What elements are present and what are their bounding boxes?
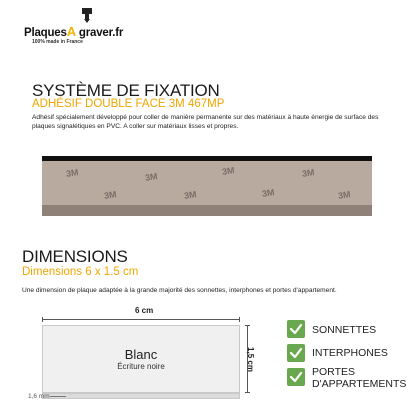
dimensions-subtitle: Dimensions 6 x 1.5 cm — [22, 266, 139, 278]
tape-brand-3: 3M — [221, 165, 236, 177]
plate-subtitle: Écriture noire — [117, 362, 165, 371]
thickness-label: 1,6 mm — [28, 393, 50, 400]
check-icon — [287, 344, 305, 362]
tape-brand-7: 3M — [261, 187, 276, 199]
height-tick-top — [245, 325, 250, 326]
width-dimension-line — [42, 319, 240, 320]
tape-brand-5: 3M — [103, 189, 118, 201]
feature-portes-line1: PORTES — [312, 366, 355, 378]
tape-brand-4: 3M — [301, 167, 316, 179]
width-label: 6 cm — [135, 306, 154, 315]
dimensions-title: DIMENSIONS — [22, 247, 128, 266]
fixation-title: SYSTÈME DE FIXATION — [32, 81, 220, 100]
tape-brand-6: 3M — [183, 189, 198, 201]
check-icon — [287, 368, 305, 386]
feature-portes-line2: D'APPARTEMENTS — [312, 378, 407, 390]
tape-edge — [42, 156, 372, 161]
feature-sonnettes: SONNETTES — [312, 324, 377, 336]
thickness-line — [50, 396, 66, 397]
tape-shade — [42, 205, 372, 216]
tape-brand-2: 3M — [144, 171, 159, 183]
check-icon — [287, 320, 305, 338]
tape-brand-1: 3M — [65, 167, 80, 179]
feature-portes — [312, 366, 406, 390]
tape-brand-8: 3M — [337, 189, 352, 201]
plate-title: Blanc — [124, 347, 158, 362]
logo-tagline: 100% made in France — [32, 39, 83, 45]
height-label: 1,5 cm — [245, 347, 255, 372]
plate-side — [42, 393, 240, 399]
dimensions-description: Une dimension de plaque adaptée à la grande majorité des sonnettes, interphones et portes d'appartement. — [22, 287, 337, 294]
fixation-subtitle: ADHÉSIF DOUBLE FACE 3M 467MP — [32, 98, 225, 110]
fixation-description: Adhésif spécialement développé pour coller de manière permanente sur des matériaux à haute énergie de surface des plaques signalétiques en PVC. A coller sur matériaux lisses et propres. — [32, 114, 379, 130]
logo-text: PlaquesA graver.fr — [24, 24, 124, 39]
width-tick-right — [239, 317, 240, 322]
width-tick-left — [42, 317, 43, 322]
height-tick-bottom — [245, 392, 250, 393]
feature-interphones: INTERPHONES — [312, 347, 388, 359]
